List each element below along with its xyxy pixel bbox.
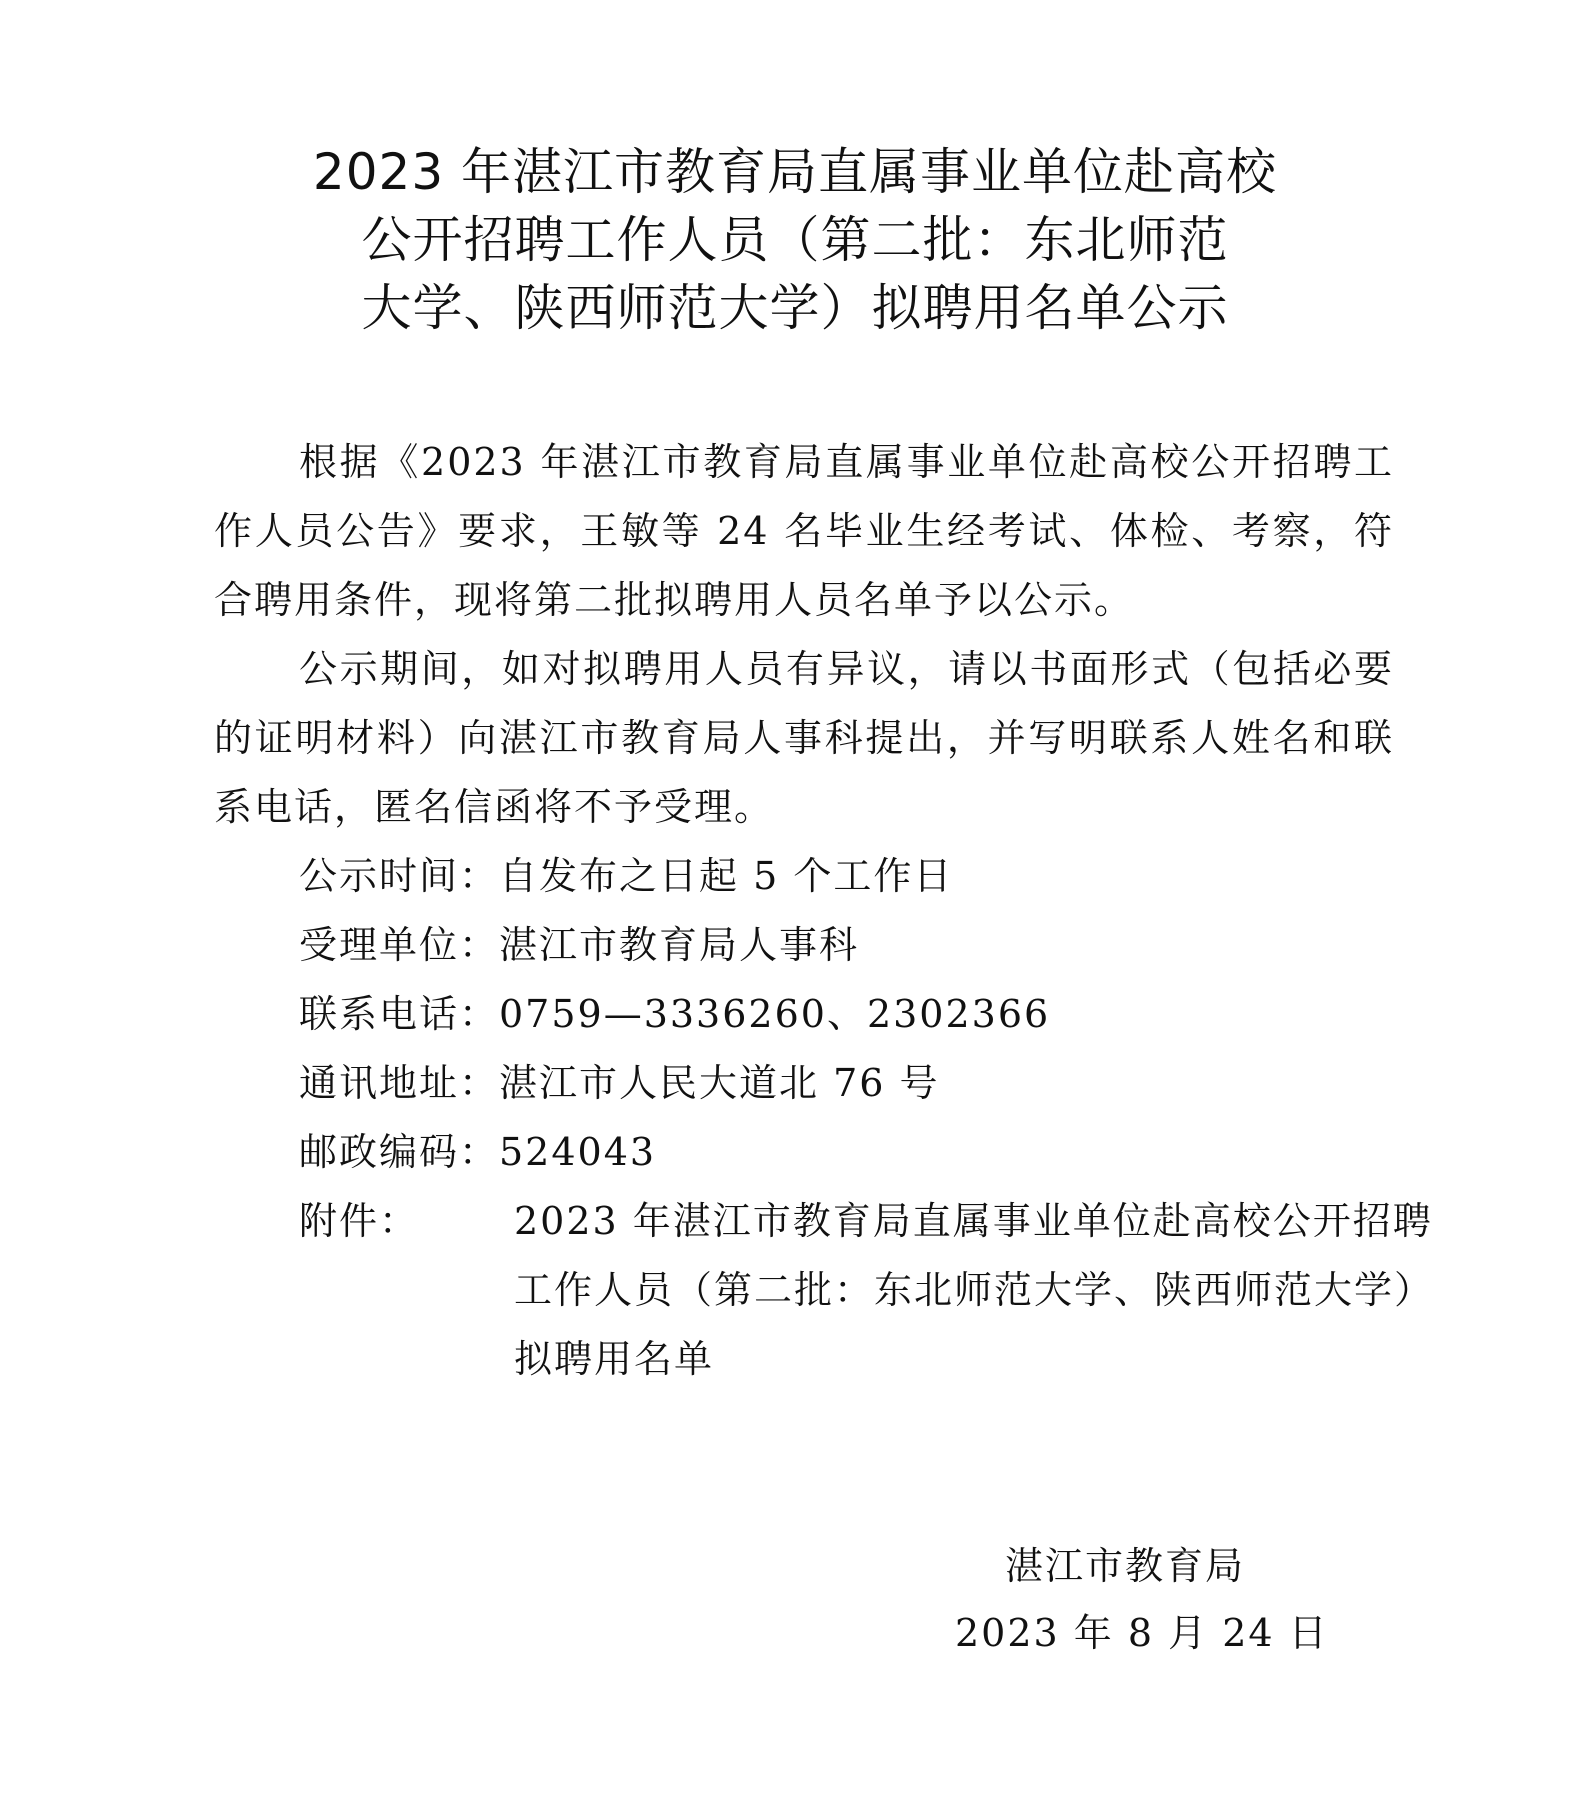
title-line-1: 2023 年湛江市教育局直属事业单位赴高校 <box>312 143 1278 201</box>
attachment-line-3: 拟聘用名单 <box>514 1337 715 1381</box>
document-title <box>215 138 1375 342</box>
attachment-block <box>214 1187 1435 1394</box>
postal-code: 邮政编码：524043 <box>299 1130 657 1174</box>
paragraph-basis: 根据《2023 年湛江市教育局直属事业单位赴高校公开招聘工作人员公告》要求，王敏等 24 名毕业生经考试、体检、考察，符合聘用条件，现将第二批拟聘用人员名单予以公示。 <box>214 440 1394 622</box>
publicity-period: 公示时间：自发布之日起 5 个工作日 <box>299 854 954 898</box>
attachment-label: 附件： <box>299 1199 420 1243</box>
contact-phone: 联系电话：0759—3336260、2302366 <box>299 992 1051 1036</box>
attachment-title <box>514 1187 1435 1394</box>
attachment-line-1: 2023 年湛江市教育局直属事业单位赴高校公开招聘 <box>514 1199 1433 1243</box>
signature-date: 2023 年 8 月 24 日 <box>955 1611 1329 1655</box>
mailing-address: 通讯地址：湛江市人民大道北 76 号 <box>299 1061 940 1105</box>
paragraph-objection: 公示期间，如对拟聘用人员有异议，请以书面形式（包括必要的证明材料）向湛江市教育局人事科提出，并写明联系人姓名和联系电话，匿名信函将不予受理。 <box>214 647 1394 829</box>
title-line-3: 大学、陕西师范大学）拟聘用名单公示 <box>361 279 1229 337</box>
title-line-2: 公开招聘工作人员（第二批：东北师范 <box>361 211 1229 269</box>
signature-organization: 湛江市教育局 <box>1005 1544 1246 1588</box>
document-body <box>214 428 1435 1394</box>
receiving-office: 受理单位：湛江市教育局人事科 <box>299 923 860 967</box>
attachment-line-2: 工作人员（第二批：东北师范大学、陕西师范大学） <box>514 1268 1435 1312</box>
